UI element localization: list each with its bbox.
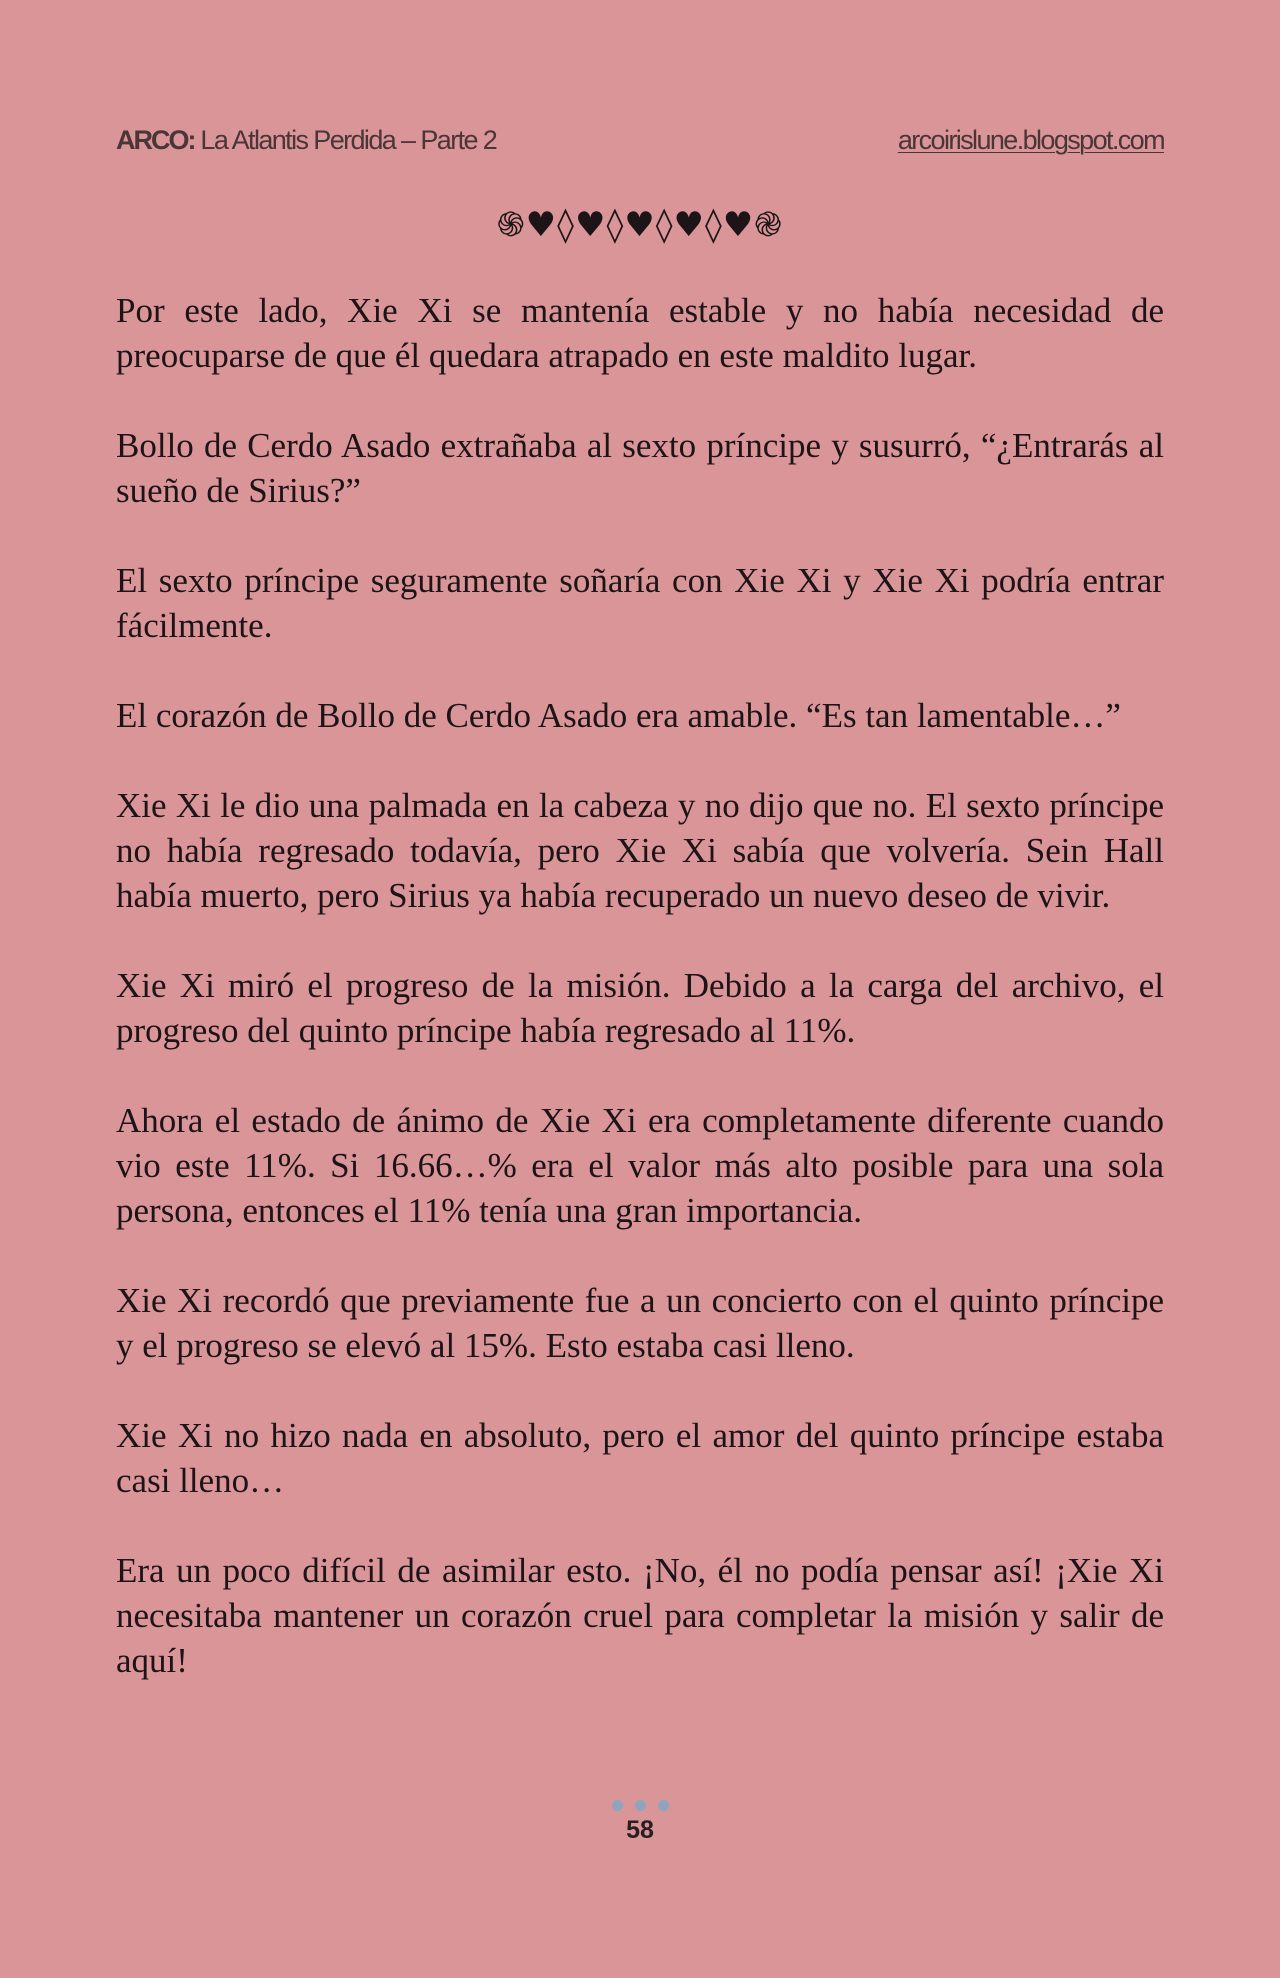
header-title-text: La Atlantis Perdida – Parte 2 xyxy=(194,124,497,155)
paragraph-3: El sexto príncipe seguramente soñaría con Xie Xi y Xie Xi podría entrar fácilmente. xyxy=(116,561,1164,645)
paragraph-8: Xie Xi recordó que previamente fue a un concierto con el quinto príncipe y el progreso se elevó al 15%. Esto estaba casi lleno. xyxy=(116,1281,1164,1365)
paragraph-9: Xie Xi no hizo nada en absoluto, pero el amor del quinto príncipe estaba casi lleno… xyxy=(116,1416,1164,1500)
paragraph-2: Bollo de Cerdo Asado extrañaba al sexto príncipe y susurró, “¿Entrarás al sueño de Sirius?” xyxy=(116,426,1164,510)
paragraph-7: Ahora el estado de ánimo de Xie Xi era completamente diferente cuando vio este 11%. Si 16.66…% era el valor más alto posible para una sola persona, entonces el 11% tenía una gran importancia. xyxy=(116,1101,1164,1230)
paragraph-4: El corazón de Bollo de Cerdo Asado era amable. “Es tan lamentable…” xyxy=(116,696,1121,735)
paragraph-5: Xie Xi le dio una palmada en la cabeza y no dijo que no. El sexto príncipe no había regresado todavía, pero Xie Xi sabía que volvería. Sein Hall había muerto, pero Sirius ya había recuperado un nuevo deseo de vivir. xyxy=(116,786,1164,915)
page-header xyxy=(116,120,1164,160)
section-ornament: ֍♥◊♥◊♥◊♥◊♥֎ xyxy=(496,205,784,245)
footer-dot xyxy=(612,1800,623,1811)
footer-dot xyxy=(635,1800,646,1811)
paragraph-6: Xie Xi miró el progreso de la misión. Debido a la carga del archivo, el progreso del quinto príncipe había regresado al 11%. xyxy=(116,966,1164,1050)
paragraph-10: Era un poco difícil de asimilar esto. ¡No, él no podía pensar así! ¡Xie Xi necesitaba mantener un corazón cruel para completar la misión y salir de aquí! xyxy=(116,1551,1164,1680)
footer-dot xyxy=(658,1800,669,1811)
header-book-title xyxy=(116,125,496,156)
header-arc-label: ARCO: xyxy=(116,124,195,155)
paragraph-1: Por este lado, Xie Xi se mantenía estable y no había necesidad de preocuparse de que él quedara atrapado en este maldito lugar. xyxy=(116,291,1164,375)
page-number: 58 xyxy=(626,1816,654,1844)
page-body-text xyxy=(116,288,1164,1728)
header-site-link[interactable]: arcoirislune.blogspot.com xyxy=(897,124,1164,155)
footer-dots-decoration xyxy=(0,1800,1280,1811)
